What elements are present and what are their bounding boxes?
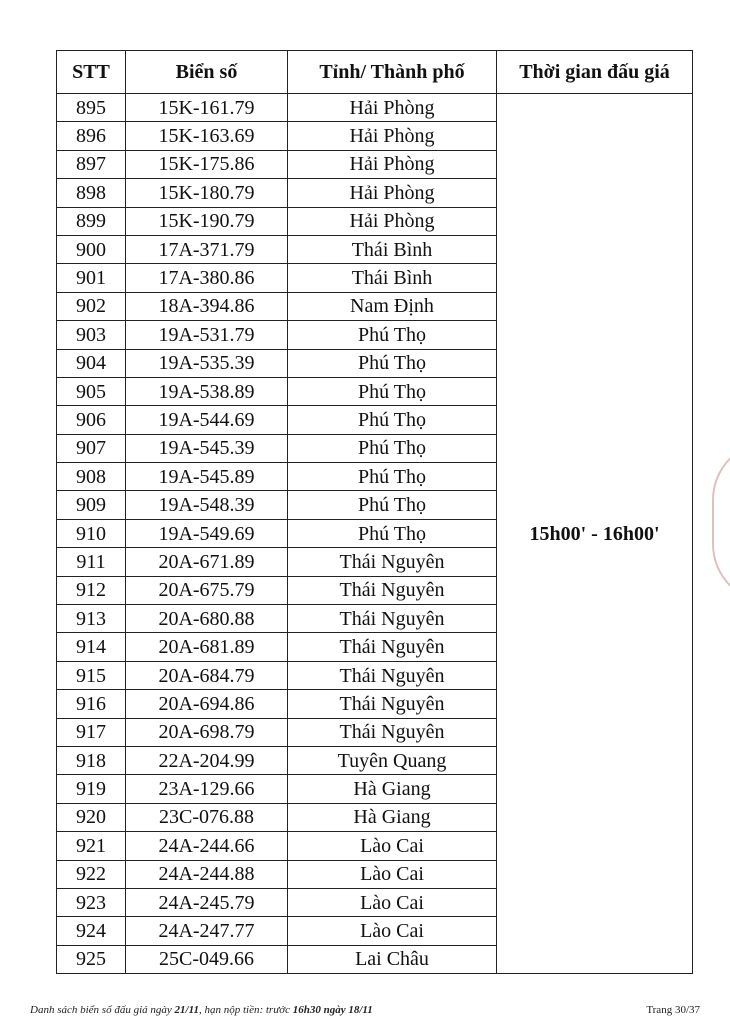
cell-plate: 22A-204.99 xyxy=(126,746,288,774)
cell-stt: 917 xyxy=(57,718,126,746)
cell-stt: 920 xyxy=(57,803,126,831)
table-body xyxy=(57,94,693,974)
cell-stt: 896 xyxy=(57,122,126,150)
cell-province: Thái Nguyên xyxy=(288,633,497,661)
cell-plate: 15K-190.79 xyxy=(126,207,288,235)
cell-stt: 895 xyxy=(57,94,126,122)
cell-stt: 899 xyxy=(57,207,126,235)
cell-plate: 19A-531.79 xyxy=(126,321,288,349)
cell-stt: 924 xyxy=(57,917,126,945)
cell-stt: 901 xyxy=(57,264,126,292)
cell-province: Phú Thọ xyxy=(288,406,497,434)
cell-stt: 911 xyxy=(57,548,126,576)
cell-plate: 18A-394.86 xyxy=(126,292,288,320)
plate-auction-table xyxy=(56,50,693,974)
cell-province: Phú Thọ xyxy=(288,463,497,491)
cell-province: Hải Phòng xyxy=(288,179,497,207)
header-stt: STT xyxy=(57,51,126,94)
cell-plate: 17A-380.86 xyxy=(126,264,288,292)
cell-plate: 20A-675.79 xyxy=(126,576,288,604)
footer-auction-date: 21/11 xyxy=(174,1004,199,1016)
cell-province: Phú Thọ xyxy=(288,491,497,519)
cell-province: Phú Thọ xyxy=(288,321,497,349)
cell-province: Hải Phòng xyxy=(288,122,497,150)
header-auction-time: Thời gian đấu giá xyxy=(497,51,693,94)
cell-province: Thái Nguyên xyxy=(288,605,497,633)
cell-province: Thái Bình xyxy=(288,264,497,292)
cell-province: Hải Phòng xyxy=(288,94,497,122)
cell-plate: 19A-545.39 xyxy=(126,434,288,462)
cell-plate: 19A-549.69 xyxy=(126,519,288,547)
page-number: Trang 30/37 xyxy=(646,1004,700,1016)
cell-province: Thái Nguyên xyxy=(288,690,497,718)
cell-auction-time: 15h00' - 16h00' xyxy=(497,94,693,974)
cell-province: Thái Nguyên xyxy=(288,718,497,746)
cell-plate: 19A-548.39 xyxy=(126,491,288,519)
cell-plate: 19A-535.39 xyxy=(126,349,288,377)
cell-province: Lào Cai xyxy=(288,860,497,888)
cell-stt: 916 xyxy=(57,690,126,718)
cell-plate: 24A-244.66 xyxy=(126,832,288,860)
cell-province: Lào Cai xyxy=(288,888,497,916)
cell-province: Nam Định xyxy=(288,292,497,320)
header-plate: Biển số xyxy=(126,51,288,94)
cell-stt: 902 xyxy=(57,292,126,320)
cell-stt: 919 xyxy=(57,775,126,803)
cell-stt: 904 xyxy=(57,349,126,377)
footer-deadline: 16h30 ngày 18/11 xyxy=(292,1004,373,1016)
cell-province: Thái Nguyên xyxy=(288,661,497,689)
cell-plate: 20A-681.89 xyxy=(126,633,288,661)
cell-province: Hải Phòng xyxy=(288,207,497,235)
cell-plate: 19A-545.89 xyxy=(126,463,288,491)
cell-stt: 921 xyxy=(57,832,126,860)
footer-middle: , hạn nộp tiền: trước xyxy=(198,1004,290,1016)
cell-plate: 15K-175.86 xyxy=(126,150,288,178)
cell-province: Thái Bình xyxy=(288,235,497,263)
cell-province: Thái Nguyên xyxy=(288,548,497,576)
cell-province: Phú Thọ xyxy=(288,519,497,547)
table-row xyxy=(57,94,693,122)
cell-stt: 923 xyxy=(57,888,126,916)
cell-stt: 909 xyxy=(57,491,126,519)
cell-stt: 906 xyxy=(57,406,126,434)
cell-stt: 912 xyxy=(57,576,126,604)
stamp-fragment xyxy=(708,440,730,600)
cell-stt: 910 xyxy=(57,519,126,547)
cell-stt: 907 xyxy=(57,434,126,462)
cell-stt: 905 xyxy=(57,377,126,405)
cell-plate: 20A-684.79 xyxy=(126,661,288,689)
cell-stt: 925 xyxy=(57,945,126,973)
cell-plate: 25C-049.66 xyxy=(126,945,288,973)
cell-plate: 17A-371.79 xyxy=(126,235,288,263)
cell-plate: 20A-694.86 xyxy=(126,690,288,718)
cell-stt: 898 xyxy=(57,179,126,207)
cell-province: Lào Cai xyxy=(288,832,497,860)
cell-plate: 24A-245.79 xyxy=(126,888,288,916)
cell-plate: 23C-076.88 xyxy=(126,803,288,831)
cell-province: Lai Châu xyxy=(288,945,497,973)
cell-stt: 922 xyxy=(57,860,126,888)
cell-plate: 24A-247.77 xyxy=(126,917,288,945)
table-header-row xyxy=(57,51,693,94)
cell-plate: 20A-671.89 xyxy=(126,548,288,576)
cell-stt: 908 xyxy=(57,463,126,491)
footer-prefix: Danh sách biển số đấu giá ngày xyxy=(30,1004,172,1016)
cell-province: Hà Giang xyxy=(288,803,497,831)
cell-stt: 914 xyxy=(57,633,126,661)
cell-province: Phú Thọ xyxy=(288,349,497,377)
cell-province: Phú Thọ xyxy=(288,377,497,405)
cell-plate: 19A-544.69 xyxy=(126,406,288,434)
cell-stt: 903 xyxy=(57,321,126,349)
cell-plate: 15K-163.69 xyxy=(126,122,288,150)
cell-plate: 23A-129.66 xyxy=(126,775,288,803)
cell-stt: 918 xyxy=(57,746,126,774)
footer-note xyxy=(30,1004,373,1016)
cell-province: Hải Phòng xyxy=(288,150,497,178)
cell-province: Hà Giang xyxy=(288,775,497,803)
cell-province: Lào Cai xyxy=(288,917,497,945)
cell-stt: 900 xyxy=(57,235,126,263)
cell-stt: 915 xyxy=(57,661,126,689)
cell-plate: 20A-698.79 xyxy=(126,718,288,746)
cell-province: Phú Thọ xyxy=(288,434,497,462)
cell-province: Thái Nguyên xyxy=(288,576,497,604)
cell-plate: 19A-538.89 xyxy=(126,377,288,405)
cell-stt: 913 xyxy=(57,605,126,633)
cell-plate: 15K-161.79 xyxy=(126,94,288,122)
cell-province: Tuyên Quang xyxy=(288,746,497,774)
cell-plate: 24A-244.88 xyxy=(126,860,288,888)
cell-stt: 897 xyxy=(57,150,126,178)
cell-plate: 20A-680.88 xyxy=(126,605,288,633)
header-province: Tỉnh/ Thành phố xyxy=(288,51,497,94)
cell-plate: 15K-180.79 xyxy=(126,179,288,207)
